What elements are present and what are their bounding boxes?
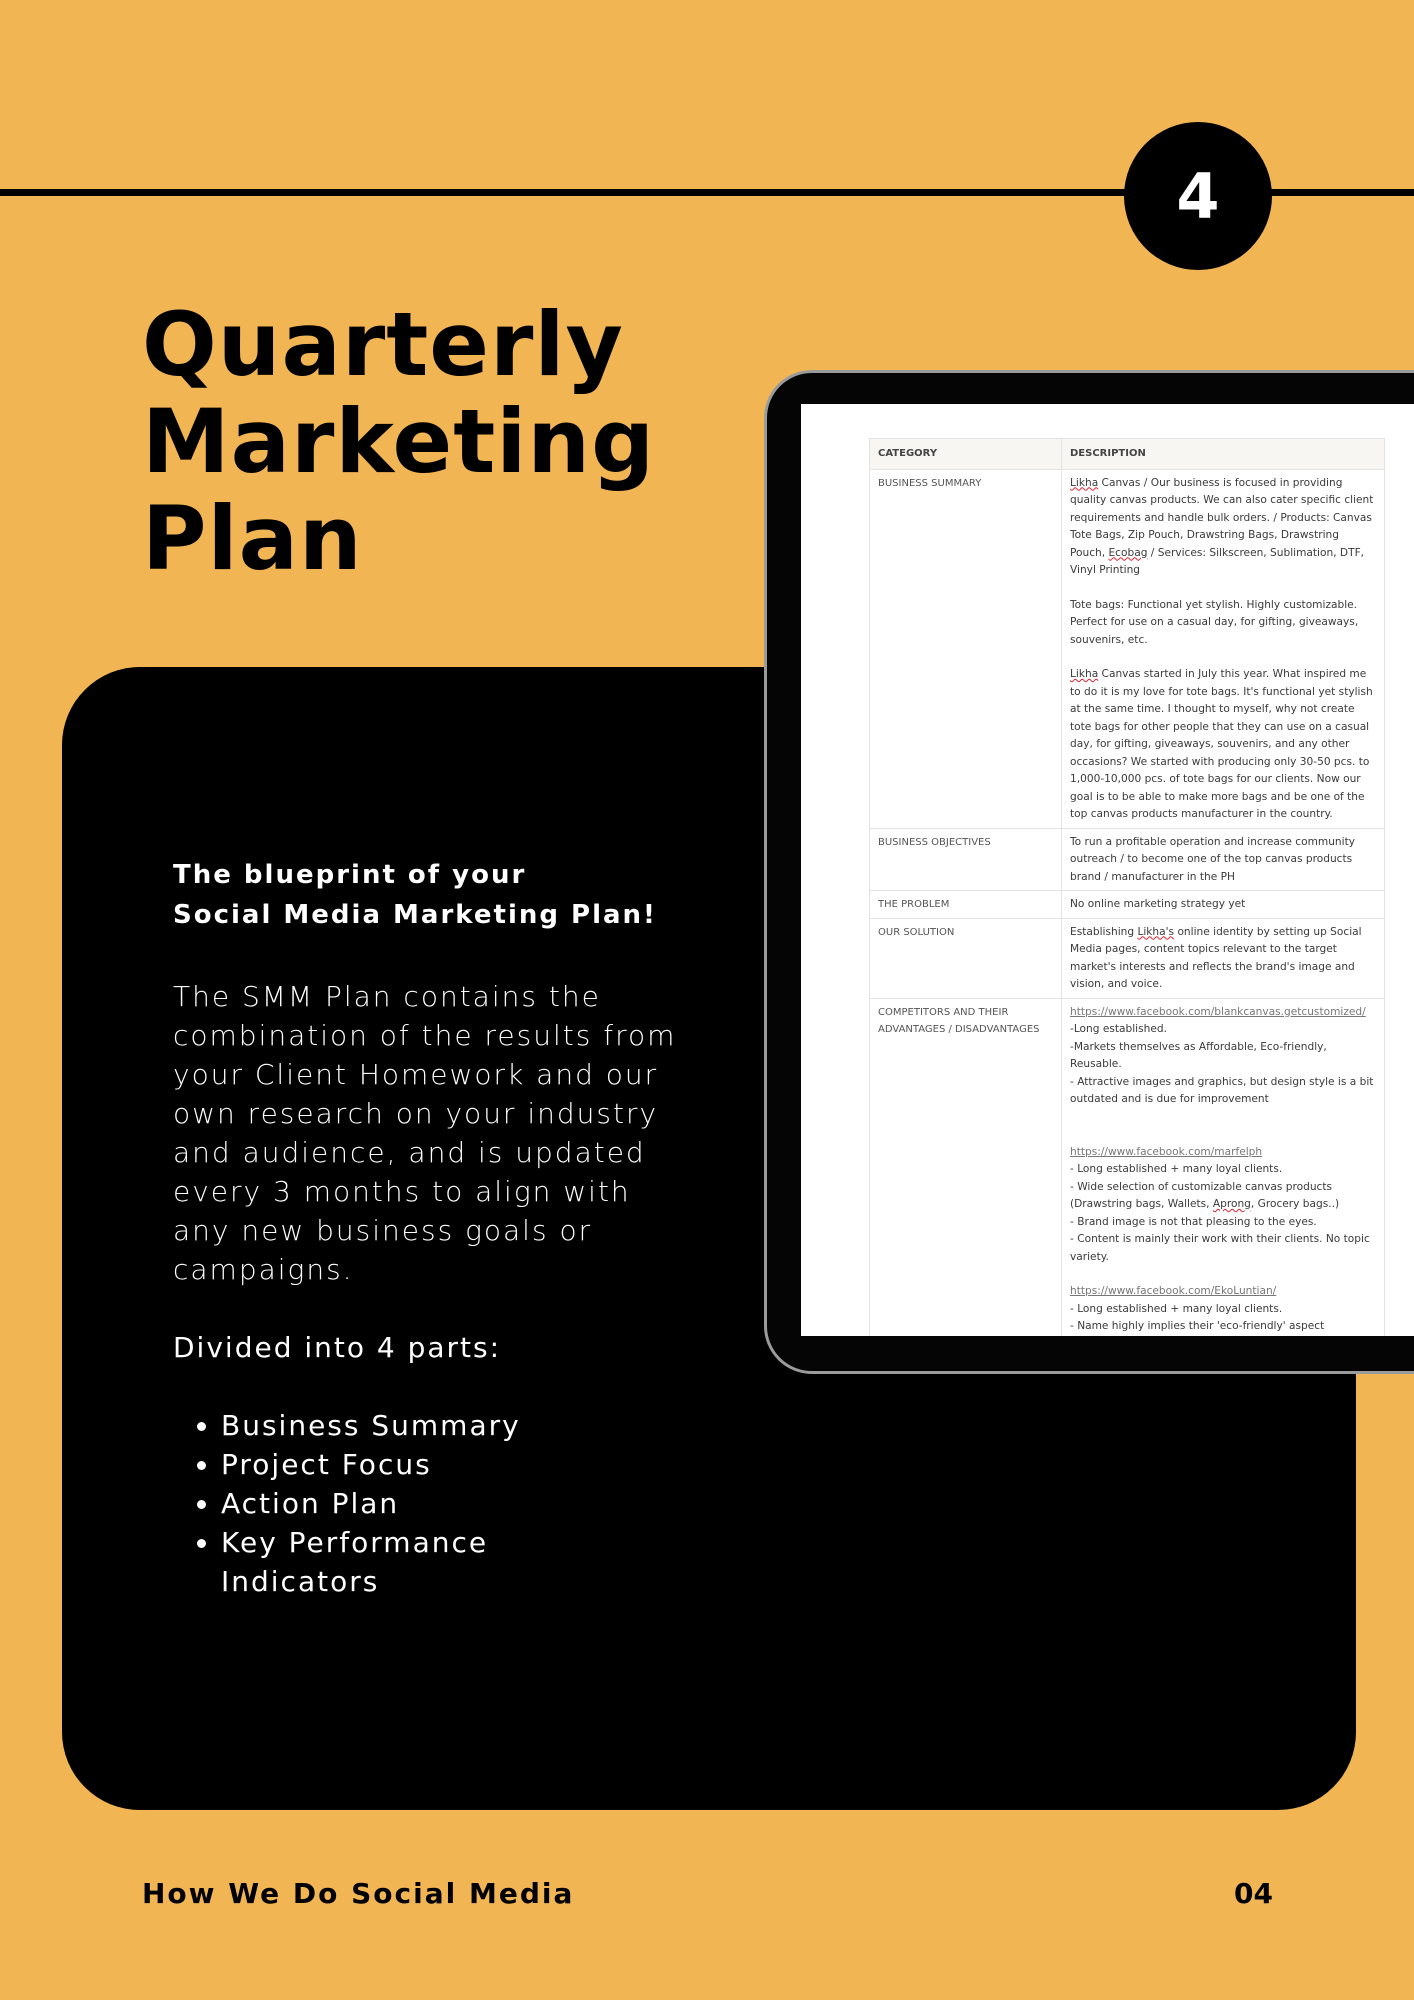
page-number-badge: 4 — [1124, 122, 1272, 270]
title-line-2: Marketing — [142, 390, 656, 493]
divided-label: Divided into 4 parts: — [173, 1331, 502, 1364]
card-content — [173, 855, 693, 1601]
list-item: • Key Performance Indicators — [221, 1523, 561, 1601]
row-description: https://www.facebook.com/blankcanvas.getcustomized/ -Long established. -Markets themselves as Affordable, Eco-friendly, Reusable. - Attractive images and graphics, but design style is a bit outdated and is due for improvement https://www.facebook.com/marfelph - Long established + many loyal clients. - Wide selection of customizable canvas products (Drawstring bags, Wallets, Aprong, Grocery bags..) - Brand image is not that pleasing to the eyes. - Content is mainly their work with their clients. No topic variety. https://www.facebook.com/EkoLuntian/ - Long established + many loyal clients. - Name highly implies their 'eco-friendly' aspect — [1062, 998, 1385, 1336]
header-category: CATEGORY — [870, 439, 1062, 470]
card-subtitle — [173, 855, 693, 935]
footer-brand: How We Do Social Media — [142, 1877, 575, 1910]
row-category: OUR SOLUTION — [870, 918, 1062, 998]
header-description: DESCRIPTION — [1062, 439, 1385, 470]
brand-name: Likha — [1070, 668, 1099, 680]
row-description: Establishing Likha's online identity by setting up Social Media pages, content topics relevant to the target market's interests and reflects the brand's image and vision, and voice. — [1062, 918, 1385, 998]
row-description: To run a profitable operation and increase community outreach / to become one of the top canvas products brand / manufacturer in the PH — [1062, 828, 1385, 891]
competitor-link-1[interactable]: https://www.facebook.com/blankcanvas.getcustomized/ — [1070, 1005, 1366, 1018]
table-row — [870, 828, 1385, 891]
subtitle-line-1: The blueprint of your — [173, 860, 527, 890]
table-row — [870, 469, 1385, 828]
subtitle-line-2: Social Media Marketing Plan! — [173, 900, 657, 930]
row-category: BUSINESS SUMMARY — [870, 469, 1062, 828]
table-row — [870, 891, 1385, 919]
footer-page-number: 04 — [1234, 1877, 1273, 1910]
table-header-row — [870, 439, 1385, 470]
row-category: THE PROBLEM — [870, 891, 1062, 919]
tablet-screen — [801, 404, 1414, 1336]
row-category: COMPETITORS AND THEIR ADVANTAGES / DISADVANTAGES — [870, 998, 1062, 1336]
page-title — [142, 293, 702, 590]
row-description: No online marketing strategy yet — [1062, 891, 1385, 919]
row-description: Likha Canvas / Our business is focused in providing quality canvas products. We can also cater specific client requirements and handle bulk orders. / Products: Canvas Tote Bags, Zip Pouch, Drawstring Bags, Drawstring Pouch, Ecobag / Services: Silkscreen, Sublimation, DTF, Vinyl Printing Tote bags: Functional yet stylish. Highly customizable. Perfect for use on a casual day, for gifting, giveaways, souvenirs, etc. Likha Canvas started in July this year. What inspired me to do it is my love for tote bags. It's functional yet stylish at the same time. I thought to myself, why not create tote bags for other people that they can use on a casual day, for gifting, giveaways, souvenirs, and any other occasions? We started with producing only 30-50 pcs. to 1,000-10,000 pcs. of tote bags for our clients. Now our goal is to be able to make more bags and be one of the top canvas products manufacturer in the country. — [1062, 469, 1385, 828]
row-category: BUSINESS OBJECTIVES — [870, 828, 1062, 891]
plan-table — [869, 438, 1385, 1336]
title-line-1: Quarterly — [142, 293, 624, 396]
title-line-3: Plan — [142, 487, 363, 590]
competitor-link-2[interactable]: https://www.facebook.com/marfelph — [1070, 1145, 1263, 1158]
table-row — [870, 918, 1385, 998]
parts-list — [173, 1406, 693, 1601]
list-item: • Action Plan — [221, 1484, 561, 1523]
card-body-text: The SMM Plan contains the combination of the results from your Client Homework and our own research on your industry and audience, and is updated every 3 months to align with any new business goals or campaigns. — [173, 980, 677, 1286]
brand-name: Likha — [1070, 476, 1099, 489]
table-row — [870, 998, 1385, 1336]
list-item: • Project Focus — [221, 1445, 561, 1484]
competitor-link-3[interactable]: https://www.facebook.com/EkoLuntian/ — [1070, 1285, 1277, 1297]
list-item: • Business Summary — [221, 1406, 561, 1445]
